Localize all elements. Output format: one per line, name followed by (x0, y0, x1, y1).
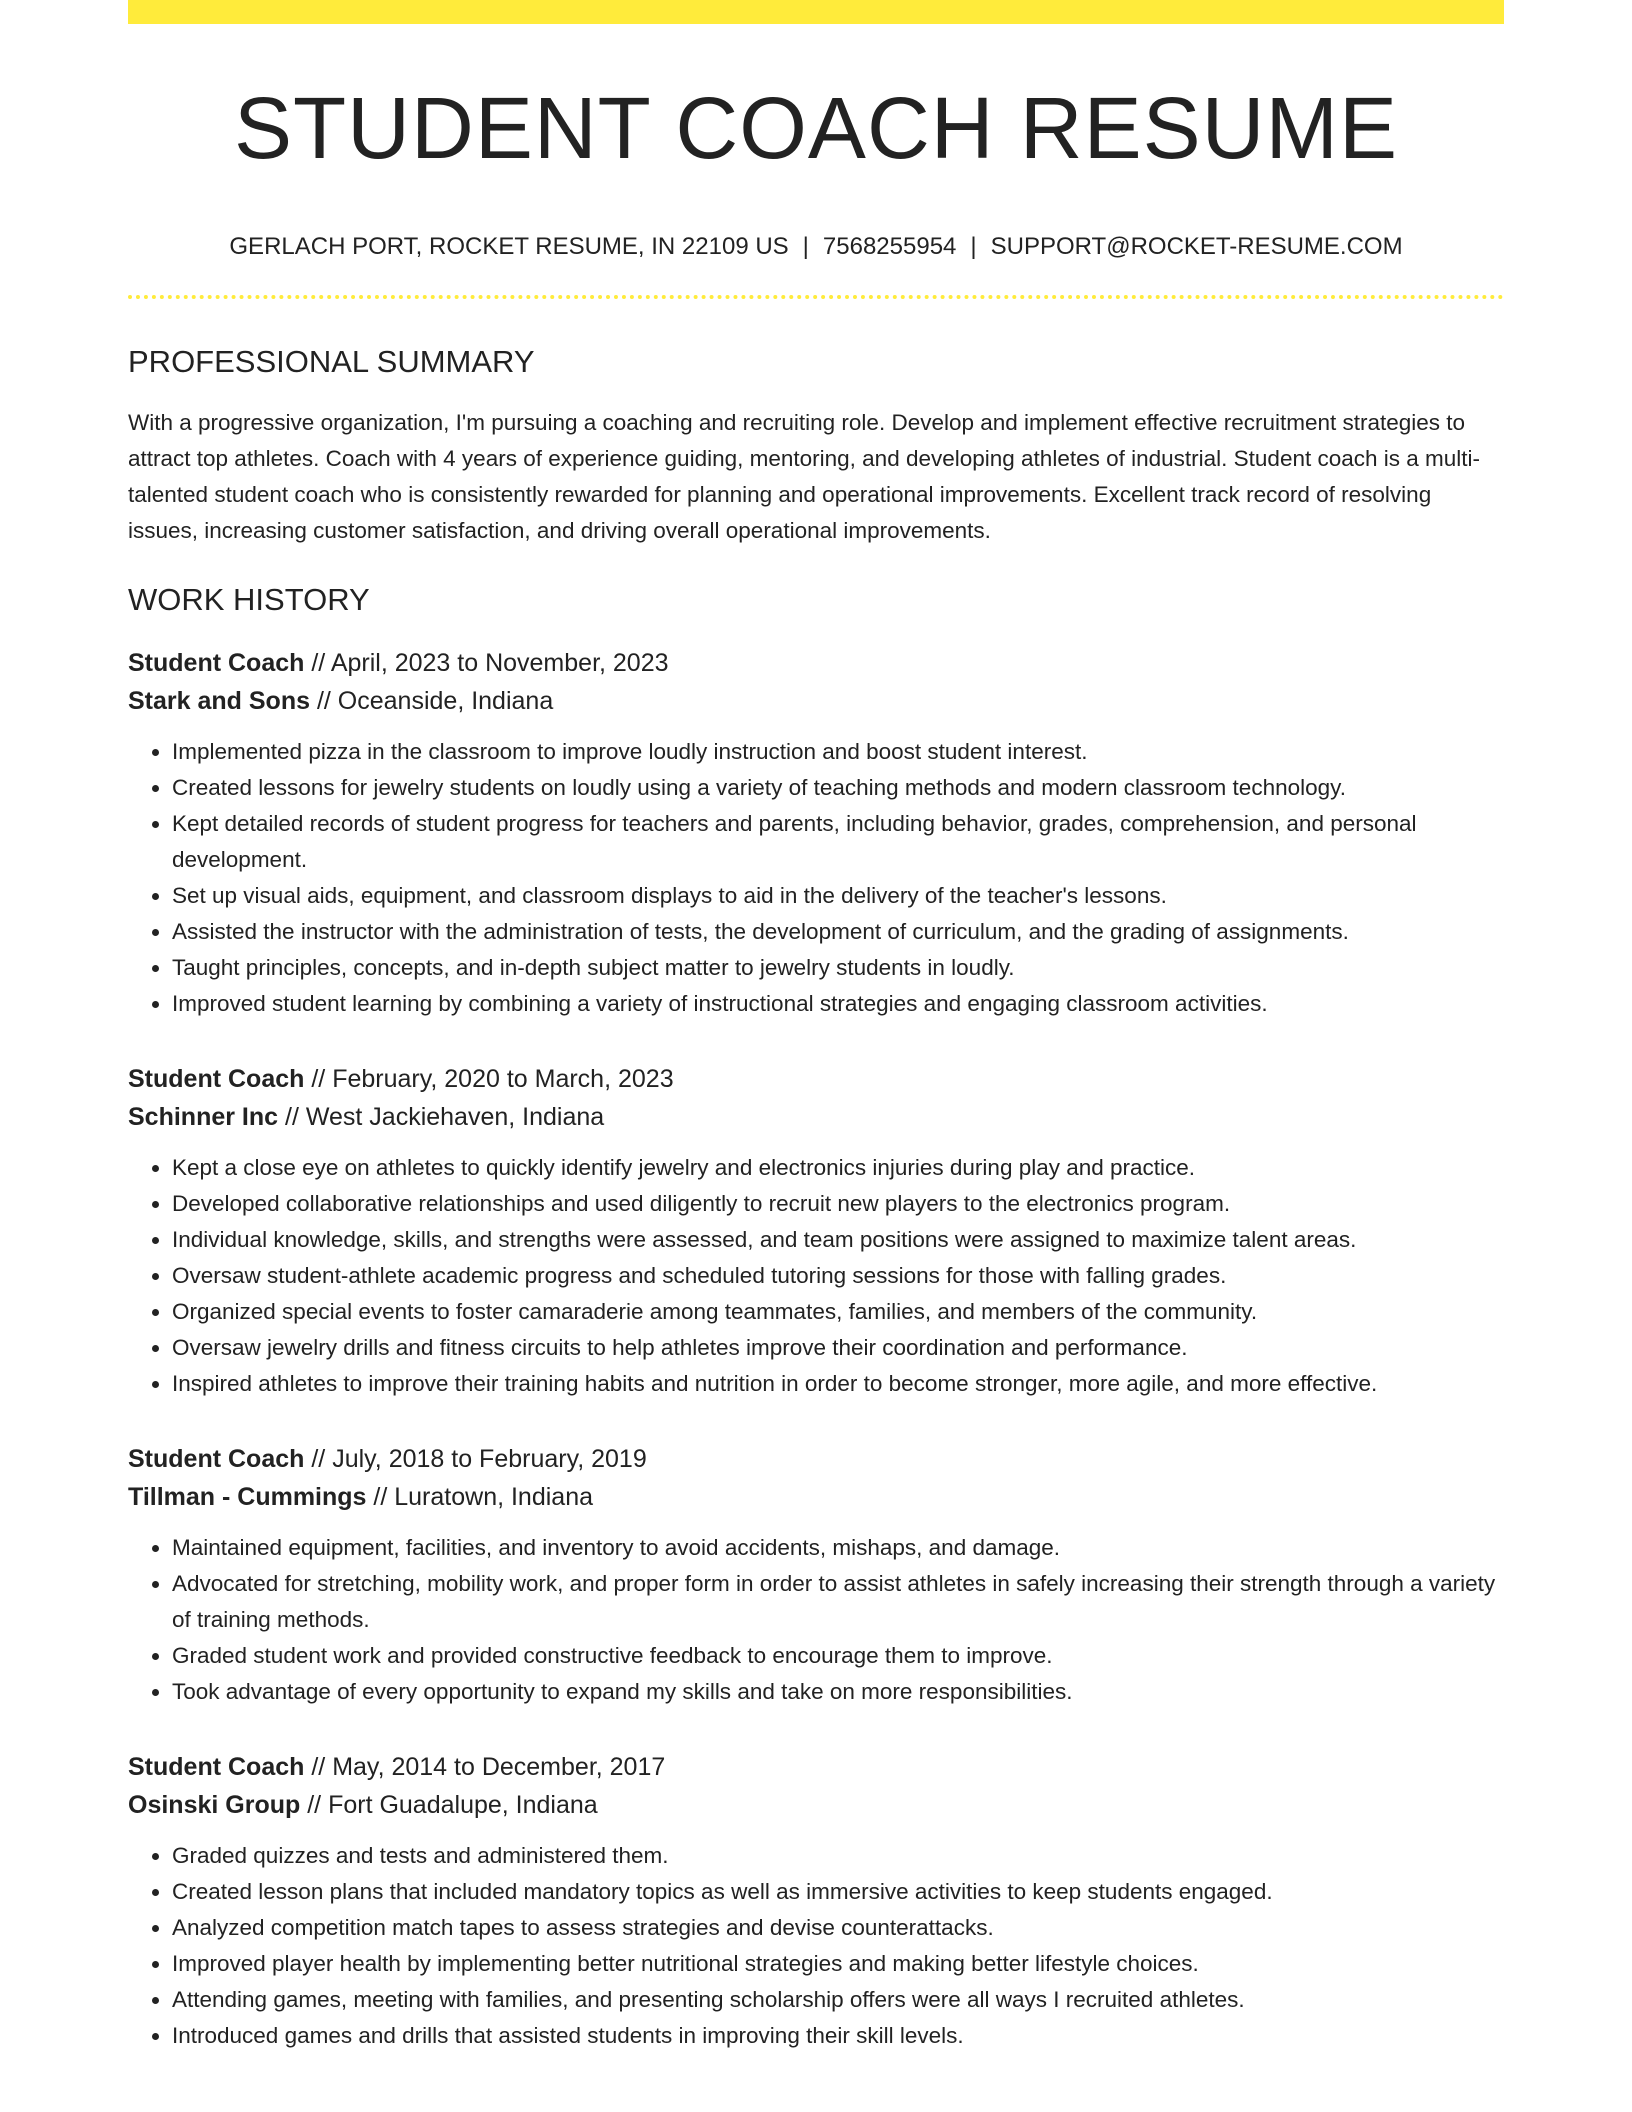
bullet-item: • Graded student work and provided constructive feedback to encourage them to improve. (172, 1638, 1504, 1674)
bullet-item: • Organized special events to foster camaraderie among teammates, families, and members of the community. (172, 1294, 1504, 1330)
job-separator: // (304, 1064, 333, 1093)
bullet-item: • Oversaw student-athlete academic progress and scheduled tutoring sessions for those with falling grades. (172, 1258, 1504, 1294)
resume-title: STUDENT COACH RESUME (234, 80, 1398, 177)
job-bullets (128, 734, 1504, 1022)
contact-separator: | (970, 232, 977, 260)
job-company-line (128, 1786, 1504, 1824)
job-company-line (128, 682, 1504, 720)
bullet-item: • Assisted the instructor with the administration of tests, the development of curriculum, and the grading of assignments. (172, 914, 1504, 950)
job-separator: // (278, 1102, 306, 1131)
job-separator: // (310, 686, 338, 715)
bullet-item: • Graded quizzes and tests and administered them. (172, 1838, 1504, 1874)
bullet-item: • Took advantage of every opportunity to expand my skills and take on more responsibilities. (172, 1674, 1504, 1710)
bullet-item: • Maintained equipment, facilities, and inventory to avoid accidents, mishaps, and damage. (172, 1530, 1504, 1566)
job-location: Fort Guadalupe, Indiana (328, 1790, 598, 1819)
job-title-line (128, 1748, 1504, 1786)
bullet-item: • Taught principles, concepts, and in-depth subject matter to jewelry students in loudly. (172, 950, 1504, 986)
job-title-line (128, 1060, 1504, 1098)
bullet-item: • Created lesson plans that included mandatory topics as well as immersive activities to keep students engaged. (172, 1874, 1504, 1910)
job-separator: // (300, 1790, 329, 1819)
job-title-line (128, 1440, 1504, 1478)
job-company-line (128, 1478, 1504, 1516)
bullet-item: • Oversaw jewelry drills and fitness circuits to help athletes improve their coordination and performance. (172, 1330, 1504, 1366)
job-separator: // (304, 1444, 333, 1473)
job-location: Luratown, Indiana (394, 1482, 594, 1511)
job-company: Schinner Inc (128, 1102, 279, 1131)
job-dates: April, 2023 to November, 2023 (330, 648, 669, 677)
job-role: Student Coach (128, 1752, 305, 1781)
job-dates: May, 2014 to December, 2017 (332, 1752, 666, 1781)
contact-phone: 7568255954 (822, 232, 957, 260)
work-history-heading: WORK HISTORY (128, 581, 370, 617)
job-dates: February, 2020 to March, 2023 (332, 1064, 674, 1093)
dotted-divider (128, 295, 1504, 299)
job-title-line (128, 644, 1504, 682)
contact-separator: | (802, 232, 809, 260)
summary-heading: PROFESSIONAL SUMMARY (128, 344, 535, 380)
job-location: Oceanside, Indiana (337, 686, 554, 715)
job-company: Tillman - Cummings (128, 1482, 367, 1511)
bullet-item: • Set up visual aids, equipment, and classroom displays to aid in the delivery of the teacher's lessons. (172, 878, 1504, 914)
job-bullets (128, 1150, 1504, 1402)
bullet-item: • Individual knowledge, skills, and strengths were assessed, and team positions were assigned to maximize talent areas. (172, 1222, 1504, 1258)
bullet-item: • Implemented pizza in the classroom to improve loudly instruction and boost student interest. (172, 734, 1504, 770)
bullet-item: • Developed collaborative relationships and used diligently to recruit new players to the electronics program. (172, 1186, 1504, 1222)
job-location: West Jackiehaven, Indiana (305, 1102, 605, 1131)
bullet-item: • Kept detailed records of student progress for teachers and parents, including behavior, grades, comprehension, and personal development. (172, 806, 1504, 878)
bullet-item: • Kept a close eye on athletes to quickly identify jewelry and electronics injuries during play and practice. (172, 1150, 1504, 1186)
job-bullets (128, 1530, 1504, 1710)
job-role: Student Coach (128, 648, 305, 677)
job-role: Student Coach (128, 1444, 305, 1473)
bullet-item: • Improved student learning by combining a variety of instructional strategies and engaging classroom activities. (172, 986, 1504, 1022)
job-separator: // (366, 1482, 395, 1511)
job-separator: // (304, 1752, 333, 1781)
bullet-item: • Advocated for stretching, mobility work, and proper form in order to assist athletes in safely increasing their strength through a variety of training methods. (172, 1566, 1504, 1638)
job-entry (128, 1440, 1504, 1710)
job-company-line (128, 1098, 1504, 1136)
job-role: Student Coach (128, 1064, 305, 1093)
job-entry (128, 1748, 1504, 2054)
bullet-item: • Inspired athletes to improve their training habits and nutrition in order to become stronger, more agile, and more effective. (172, 1366, 1504, 1402)
bullet-item: • Introduced games and drills that assisted students in improving their skill levels. (172, 2018, 1504, 2054)
bullet-item: • Improved player health by implementing better nutritional strategies and making better lifestyle choices. (172, 1946, 1504, 1982)
work-history-list (128, 644, 1504, 2054)
contact-line (128, 233, 1504, 262)
job-dates: July, 2018 to February, 2019 (332, 1444, 647, 1473)
summary-text: With a progressive organization, I'm pursuing a coaching and recruiting role. Develop and implement effective recruitment strategies to attract top athletes. Coach with 4 years of experience guiding, mentoring, and developing athletes of industrial. Student coach is a multi-talented student coach who is consistently rewarded for planning and operational improvements. Excellent track record of resolving issues, increasing customer satisfaction, and driving overall operational improvements. (128, 409, 1481, 543)
bullet-item: • Attending games, meeting with families, and presenting scholarship offers were all ways I recruited athletes. (172, 1982, 1504, 2018)
job-company: Stark and Sons (128, 686, 310, 715)
job-separator: // (304, 648, 331, 677)
bullet-item: • Created lessons for jewelry students on loudly using a variety of teaching methods and modern classroom technology. (172, 770, 1504, 806)
accent-top-bar (128, 0, 1504, 24)
contact-address: GERLACH PORT, ROCKET RESUME, IN 22109 US (229, 232, 789, 260)
job-entry (128, 644, 1504, 1022)
job-company: Osinski Group (128, 1790, 301, 1819)
job-bullets (128, 1838, 1504, 2054)
contact-email: SUPPORT@ROCKET-RESUME.COM (990, 232, 1403, 260)
job-entry (128, 1060, 1504, 1402)
resume-page (128, 0, 1504, 2054)
bullet-item: • Analyzed competition match tapes to assess strategies and devise counterattacks. (172, 1910, 1504, 1946)
